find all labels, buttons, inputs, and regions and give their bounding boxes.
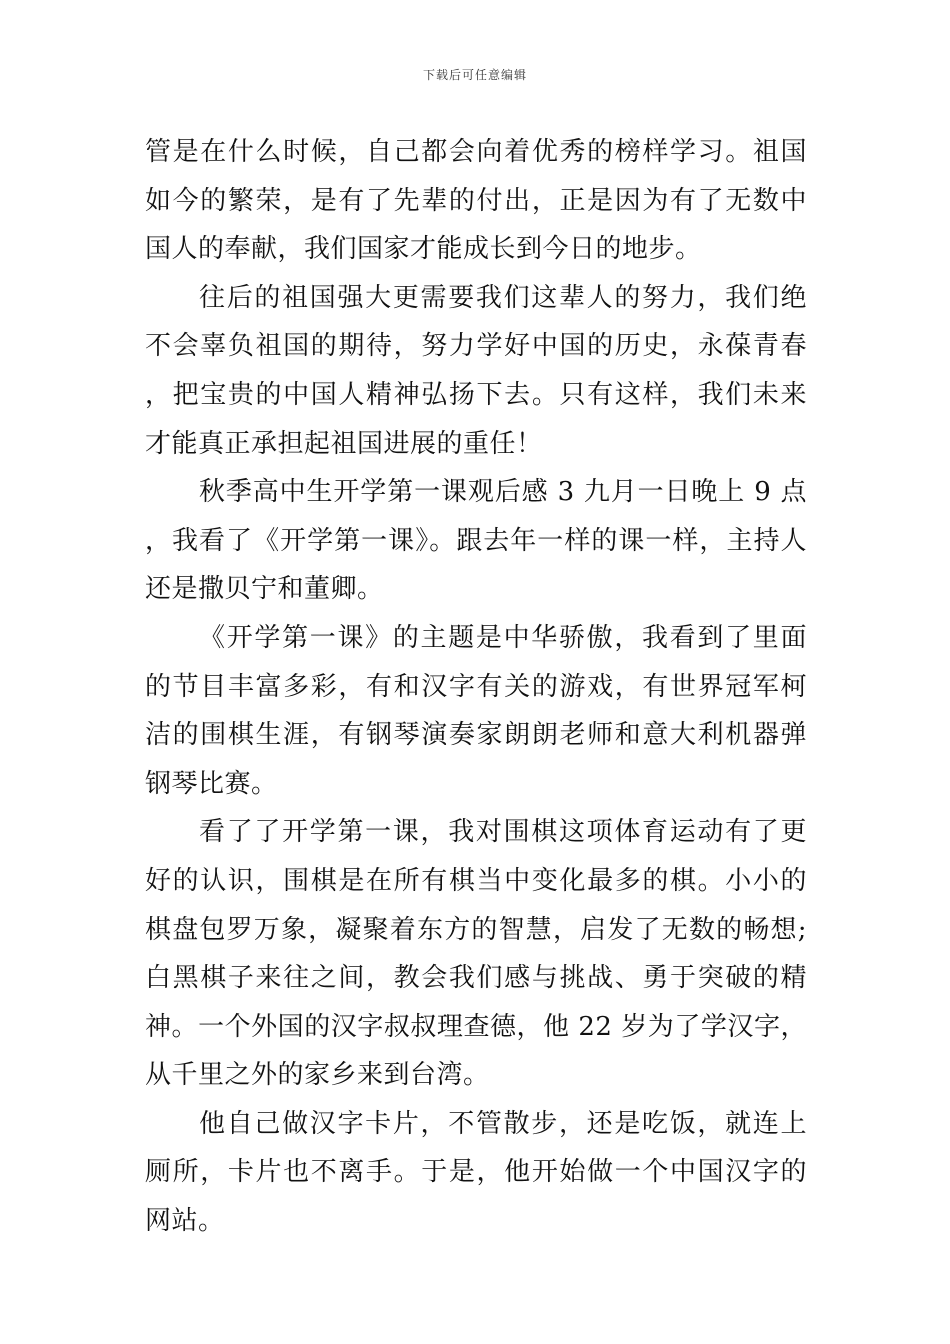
paragraph: 《开学第一课》的主题是中华骄傲，我看到了里面的节目丰富多彩，有和汉字有关的游戏，有世界冠军柯洁的围棋生涯，有钢琴演奏家朗朗老师和意大利机器弹钢琴比赛。 xyxy=(145,622,807,799)
paragraph: 秋季高中生开学第一课观后感 3 九月一日晚上 9 点，我看了《开学第一课》。跟去年一样的课一样，主持人还是撒贝宁和董卿。 xyxy=(145,477,807,605)
paragraph: 他自己做汉字卡片，不管散步，还是吃饭，就连上厕所，卡片也不离手。于是，他开始做一个中国汉字的网站。 xyxy=(145,1108,807,1237)
document-body xyxy=(145,128,807,1246)
header-note: 下载后可任意编辑 xyxy=(422,68,527,82)
paragraph: 管是在什么时候，自己都会向着优秀的榜样学习。祖国如今的繁荣，是有了先辈的付出，正是因为有了无数中国人的奉献，我们国家才能成长到今日的地步。 xyxy=(145,137,807,265)
paragraph: 往后的祖国强大更需要我们这辈人的努力，我们绝不会辜负祖国的期待，努力学好中国的历史，永葆青春，把宝贵的中国人精神弘扬下去。只有这样，我们未来才能真正承担起祖国进展的重任！ xyxy=(145,282,807,459)
paragraph: 看了了开学第一课，我对围棋这项体育运动有了更好的认识，围棋是在所有棋当中变化最多的棋。小小的棋盘包罗万象，凝聚着东方的智慧，启发了无数的畅想;白黑棋子来往之间，教会我们感与挑战、勇于突破的精神。一个外国的汉字叔叔理查德，他 22 岁为了学汉字，从千里之外的家乡来到台湾。 xyxy=(145,817,807,1091)
